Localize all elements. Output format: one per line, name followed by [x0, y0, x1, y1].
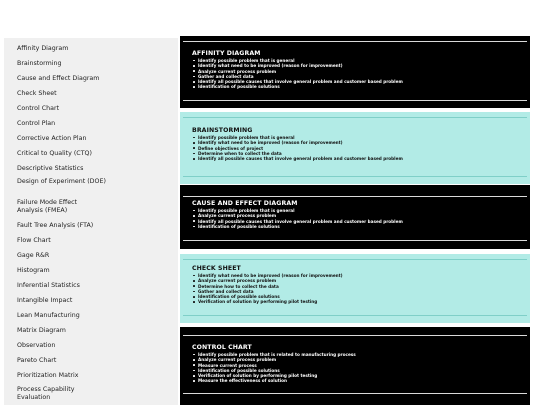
sidebar-item-observation[interactable]: Observation: [17, 342, 56, 349]
tool-card-cause-and-effect-diagram: [180, 185, 530, 249]
card-bullet: Identification of possible solutions: [192, 294, 343, 299]
sidebar-item-cause-and-effect-diagram[interactable]: Cause and Effect Diagram: [17, 75, 100, 82]
card-bullet: Analyze current process problem: [192, 357, 356, 362]
sidebar-item-design-of-experiment[interactable]: Design of Experiment (DOE): [17, 178, 106, 185]
card-bullet: Gather and collect data: [192, 289, 343, 294]
card-title: BRAINSTORMING: [192, 127, 253, 134]
card-bullet: Verification of solution by performing pilot testing: [192, 373, 356, 378]
sidebar-item-affinity-diagram[interactable]: Affinity Diagram: [17, 45, 69, 52]
sidebar-item-control-chart[interactable]: Control Chart: [17, 105, 60, 112]
card-title: AFFINITY DIAGRAM: [192, 50, 261, 57]
card-bullet: Verification of solution by performing pilot testing: [192, 299, 343, 304]
card-bullet: Analyze current process problem: [192, 278, 343, 283]
card-bullet-list: [192, 352, 356, 384]
card-bullet: Define objectives of project: [192, 146, 403, 151]
sidebar-item-corrective-action-plan[interactable]: Corrective Action Plan: [17, 135, 87, 142]
sidebar-item-fault-tree-analysis[interactable]: Fault Tree Analysis (FTA): [17, 222, 94, 229]
sidebar-item-histogram[interactable]: Histogram: [17, 267, 50, 274]
sidebar-item-matrix-diagram[interactable]: Matrix Diagram: [17, 327, 66, 334]
card-divider: [183, 259, 527, 260]
card-bullet: Identify what need to be improved (reason for improvement): [192, 273, 343, 278]
card-bullet: Measure current process: [192, 363, 356, 368]
sidebar-item-intangible-impact[interactable]: Intangible Impact: [17, 297, 73, 304]
sidebar-item-descriptive-statistics[interactable]: Descriptive Statistics: [17, 165, 84, 172]
card-bullet: Identify what need to be improved (reason for improvement): [192, 63, 403, 68]
card-bullet: Identification of possible solutions: [192, 224, 403, 229]
tool-sidebar: [4, 38, 178, 405]
card-divider: [183, 240, 527, 241]
card-title: CAUSE AND EFFECT DIAGRAM: [192, 200, 298, 207]
card-bullet: Identify what need to be improved (reason for improvement): [192, 140, 403, 145]
sidebar-item-control-plan[interactable]: Control Plan: [17, 120, 56, 127]
sidebar-item-gage-rr[interactable]: Gage R&R: [17, 252, 50, 259]
card-divider: [183, 196, 527, 197]
card-bullet-list: [192, 135, 403, 161]
card-bullet-list: [192, 273, 343, 305]
card-title: CHECK SHEET: [192, 265, 241, 272]
card-bullet: Identify possible problem that is related to manufacturing process: [192, 352, 356, 357]
card-divider: [183, 41, 527, 42]
card-bullet: Determine when to collect the data: [192, 151, 403, 156]
tool-card-affinity-diagram: [180, 36, 530, 108]
tool-card-brainstorming: [180, 112, 530, 184]
sidebar-item-brainstorming[interactable]: Brainstorming: [17, 60, 62, 67]
card-bullet: Analyze current process problem: [192, 213, 403, 218]
card-bullet: Identification of possible solutions: [192, 368, 356, 373]
card-bullet-list: [192, 208, 403, 229]
card-bullet: Measure the effectiveness of solution: [192, 378, 356, 383]
card-bullet: Identify possible problem that is general: [192, 208, 403, 213]
card-bullet: Identify all possible causes that involve general problem and customer based problem: [192, 79, 403, 84]
sidebar-item-process-capability-evaluation[interactable]: Process Capability Evaluation: [17, 386, 75, 401]
card-bullet: Identification of possible solutions: [192, 84, 403, 89]
sidebar-item-fmea[interactable]: Failure Mode Effect Analysis (FMEA): [17, 199, 77, 214]
sidebar-item-inferential-statistics[interactable]: Inferential Statistics: [17, 282, 80, 289]
card-bullet: Identify possible problem that is general: [192, 135, 403, 140]
tool-card-check-sheet: [180, 254, 530, 323]
sidebar-item-lean-manufacturing[interactable]: Lean Manufacturing: [17, 312, 80, 319]
sidebar-item-prioritization-matrix[interactable]: Prioritization Matrix: [17, 372, 79, 379]
card-bullet: Gather and collect data: [192, 74, 403, 79]
card-divider: [183, 176, 527, 177]
card-title: CONTROL CHART: [192, 344, 252, 351]
card-bullet: Determine how to collect the data: [192, 284, 343, 289]
sidebar-item-critical-to-quality[interactable]: Critical to Quality (CTQ): [17, 150, 92, 157]
card-bullet: Identify all possible causes that involve general problem and customer based problem: [192, 219, 403, 224]
sidebar-item-pareto-chart[interactable]: Pareto Chart: [17, 357, 57, 364]
card-bullet: Identify all possible causes that involve general problem and customer based problem: [192, 156, 403, 161]
tool-detail-panel: [180, 36, 530, 405]
sidebar-item-flow-chart[interactable]: Flow Chart: [17, 237, 51, 244]
card-divider: [183, 393, 527, 394]
card-divider: [183, 100, 527, 101]
card-divider: [183, 335, 527, 336]
sidebar-item-check-sheet[interactable]: Check Sheet: [17, 90, 57, 97]
card-divider: [183, 117, 527, 118]
card-bullet-list: [192, 58, 403, 90]
card-bullet: Analyze current process problem: [192, 69, 403, 74]
tool-card-control-chart: [180, 327, 530, 405]
card-bullet: Identify possible problem that is general: [192, 58, 403, 63]
card-divider: [183, 315, 527, 316]
